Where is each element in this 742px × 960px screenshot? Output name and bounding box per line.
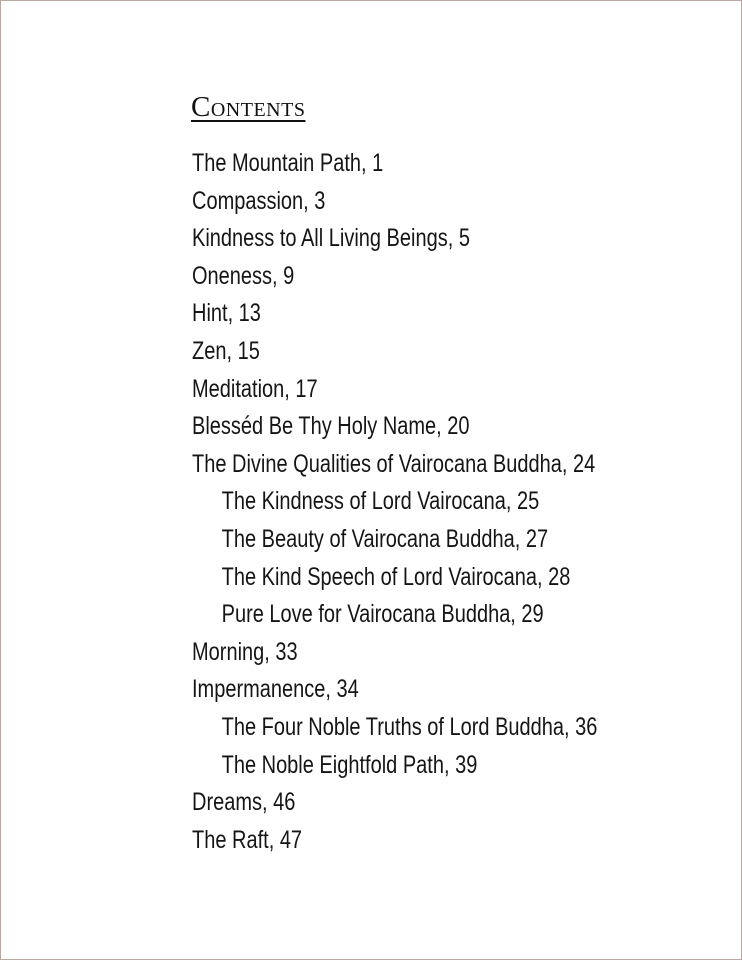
toc-entry: The Divine Qualities of Vairocana Buddha, 24 (192, 449, 596, 478)
toc-entry: Blesséd Be Thy Holy Name, 20 (192, 412, 470, 441)
toc-subentry: The Beauty of Vairocana Buddha, 27 (221, 524, 549, 553)
toc-entry: The Raft, 47 (192, 825, 303, 854)
toc-entry: Meditation, 17 (192, 374, 318, 403)
contents-heading: Contents (191, 91, 306, 123)
toc-entry: Hint, 13 (192, 299, 261, 328)
table-of-contents (192, 145, 699, 859)
toc-subentry: Pure Love for Vairocana Buddha, 29 (221, 600, 544, 629)
toc-entry: Compassion, 3 (192, 186, 326, 215)
toc-entry: Kindness to All Living Beings, 5 (192, 224, 470, 253)
toc-entry: Zen, 15 (192, 336, 260, 365)
toc-entry: Morning, 33 (192, 637, 298, 666)
toc-subentry: The Kindness of Lord Vairocana, 25 (221, 487, 540, 516)
toc-subentry: The Noble Eightfold Path, 39 (221, 750, 478, 779)
toc-entry: Oneness, 9 (192, 261, 295, 290)
toc-subentry: The Kind Speech of Lord Vairocana, 28 (221, 562, 571, 591)
toc-entry: Impermanence, 34 (192, 675, 359, 704)
toc-entry: The Mountain Path, 1 (192, 149, 384, 177)
toc-subentry: The Four Noble Truths of Lord Buddha, 36 (221, 712, 598, 741)
toc-entry: Dreams, 46 (192, 788, 296, 817)
